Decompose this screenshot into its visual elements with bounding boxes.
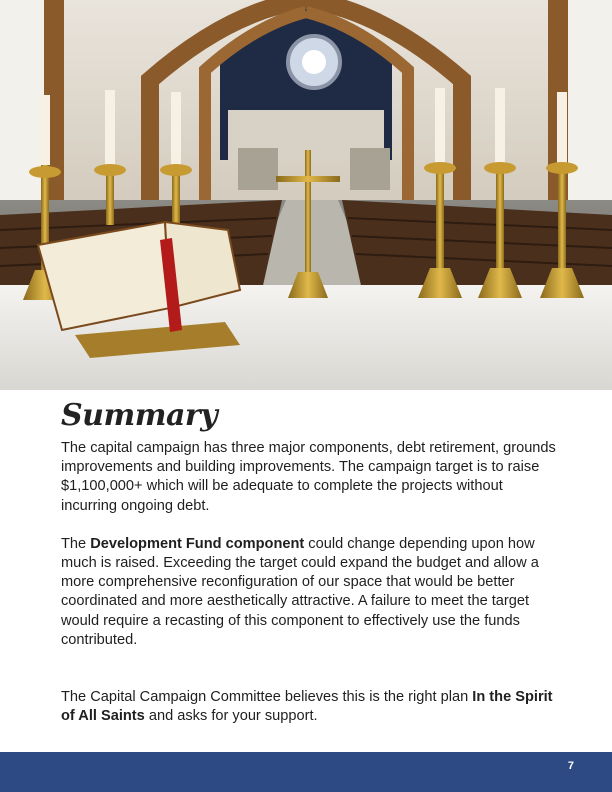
p2-text-start: The xyxy=(61,535,91,552)
p2-text-end: could change depending upon how much is raised. Exceeding the target could expand the budget and allow a more comprehensive reconfiguration of our space that would be better coordinated and more aesthetically attractive. A failure to meet the target would require a recasting of this component to effectively use the funds contributed. xyxy=(61,535,539,648)
p3-text-end: and asks for your support. xyxy=(144,708,318,725)
summary-section xyxy=(61,398,561,726)
church-interior-photo xyxy=(0,0,612,390)
page-footer-bar xyxy=(0,752,612,792)
summary-paragraph-3 xyxy=(61,688,561,726)
p3-text-start: The Capital Campaign Committee believes this is the right plan xyxy=(61,689,473,706)
summary-heading: Summary xyxy=(61,398,218,433)
campaign-slogan: In the Spirit of All Saints xyxy=(61,689,553,725)
development-fund-label: Development Fund component xyxy=(90,535,305,552)
summary-paragraph-1: The capital campaign has three major components, debt retirement, grounds improvements and building improvements. The campaign target is to raise $1,100,000+ which will be adequate to complete the projects without incurring ongoing debt. xyxy=(61,440,556,514)
page-number: 7 xyxy=(567,760,574,772)
summary-paragraph-2 xyxy=(61,535,561,650)
